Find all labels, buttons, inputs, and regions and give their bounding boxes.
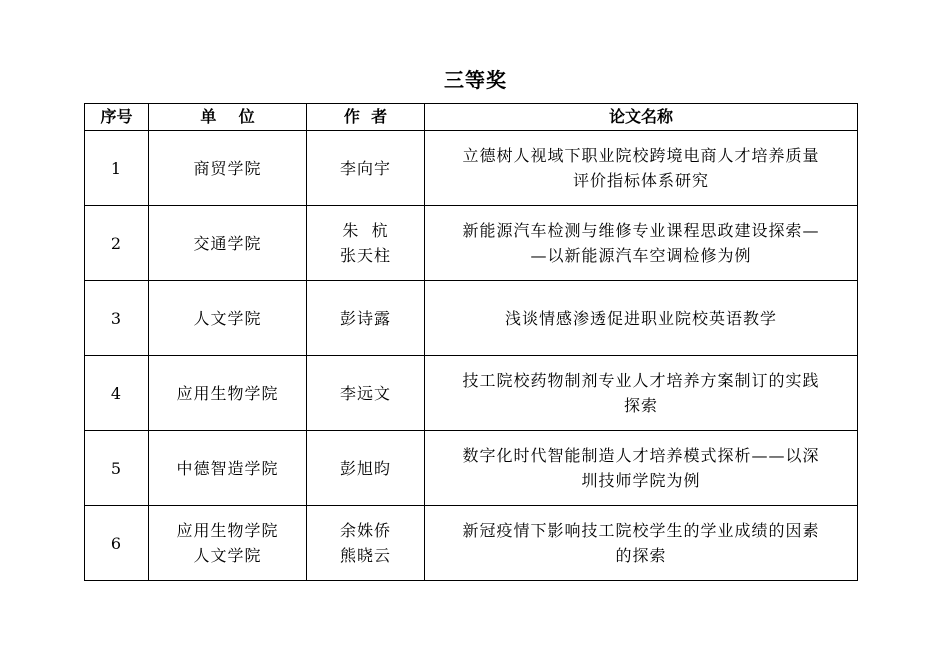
page-title: 三等奖 [444, 68, 507, 92]
table-header-row [85, 104, 858, 131]
author-name: 彭诗露 [339, 308, 391, 328]
table-row [85, 131, 858, 206]
paper-title-line: 探索 [623, 396, 658, 415]
table-row [85, 506, 858, 581]
row-no: 4 [85, 356, 149, 431]
header-no: 序号 [85, 104, 149, 131]
row-paper-title [425, 131, 858, 206]
unit-name: 应用生物学院 [176, 521, 279, 540]
row-no: 3 [85, 281, 149, 356]
row-paper-title [425, 206, 858, 281]
header-author: 作 者 [307, 104, 425, 131]
award-table [84, 103, 858, 581]
author-name: 彭旭昀 [339, 458, 391, 478]
row-unit [149, 356, 307, 431]
unit-name: 人文学院 [193, 546, 262, 565]
unit-name: 中德智造学院 [176, 458, 279, 478]
table-row [85, 431, 858, 506]
author-name: 张天柱 [339, 246, 391, 265]
paper-title-line: 立德树人视域下职业院校跨境电商人才培养质量 [462, 146, 820, 165]
author-name: 熊晓云 [339, 546, 391, 565]
paper-title-line: 技工院校药物制剂专业人才培养方案制订的实践 [462, 371, 820, 390]
header-paper-title: 论文名称 [425, 104, 858, 131]
paper-title-line: 评价指标体系研究 [572, 171, 709, 190]
table-row [85, 356, 858, 431]
row-no: 2 [85, 206, 149, 281]
row-author [307, 281, 425, 356]
paper-title-line: 数字化时代智能制造人才培养模式探析——以深 [462, 446, 820, 465]
paper-title-line: 的探索 [615, 546, 667, 565]
row-unit [149, 206, 307, 281]
row-unit [149, 431, 307, 506]
unit-name: 人文学院 [193, 308, 262, 328]
row-author [307, 206, 425, 281]
paper-title-line: 新冠疫情下影响技工院校学生的学业成绩的因素 [462, 521, 820, 540]
row-paper-title [425, 356, 858, 431]
unit-name: 应用生物学院 [176, 383, 279, 403]
row-no: 5 [85, 431, 149, 506]
author-name: 李向宇 [339, 158, 391, 178]
row-author [307, 131, 425, 206]
row-author [307, 356, 425, 431]
table-row [85, 281, 858, 356]
unit-name: 交通学院 [193, 233, 262, 253]
row-author [307, 431, 425, 506]
row-paper-title [425, 506, 858, 581]
row-unit [149, 131, 307, 206]
row-no: 6 [85, 506, 149, 581]
row-paper-title [425, 431, 858, 506]
unit-name: 商贸学院 [193, 158, 262, 178]
header-unit: 单 位 [149, 104, 307, 131]
paper-title-line: 浅谈情感渗透促进职业院校英语教学 [504, 308, 777, 328]
row-paper-title [425, 281, 858, 356]
row-author [307, 506, 425, 581]
row-unit [149, 506, 307, 581]
author-name: 余姝侨 [339, 521, 391, 540]
paper-title-line: 新能源汽车检测与维修专业课程思政建设探索— [462, 221, 820, 240]
paper-title-line: —以新能源汽车空调检修为例 [530, 246, 752, 265]
row-no: 1 [85, 131, 149, 206]
author-name: 朱 杭 [342, 221, 389, 240]
author-name: 李远文 [339, 383, 391, 403]
paper-title-line: 圳技师学院为例 [581, 471, 701, 490]
table-row [85, 206, 858, 281]
row-unit [149, 281, 307, 356]
